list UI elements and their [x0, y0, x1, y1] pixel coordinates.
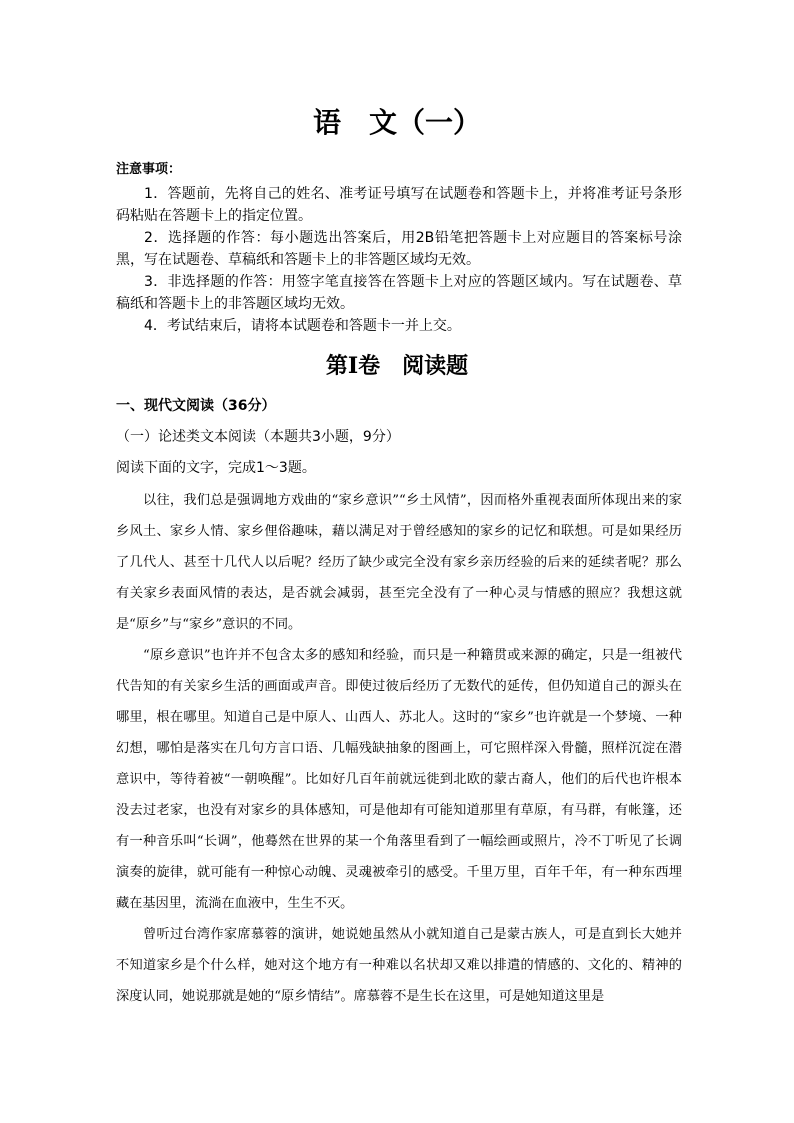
notice-heading: 注意事项：	[116, 162, 182, 177]
notice-item: 1．答题前，先将自己的姓名、准考证号填写在试题卷和答题卡上，并将准考证号条形码粘贴在答题卡上的指定位置。	[116, 186, 682, 224]
passage-paragraph: 曾听过台湾作家席慕蓉的演讲，她说她虽然从小就知道自己是蒙古族人，可是直到长大她并不知道家乡是个什么样，她对这个地方有一种难以名状却又难以排遣的情感的、文化的、精神的深度认同，她说那就是她的“原乡情结”。席慕蓉不是生长在这里，可是她知道这里是	[116, 927, 682, 1004]
exam-title: 语 文（一）	[312, 106, 481, 139]
part-heading: 一、现代文阅读（36分）	[116, 398, 276, 414]
notice-item: 4．考试结束后，请将本试题卷和答题卡一并上交。	[144, 318, 461, 334]
passage-paragraph: 以往，我们总是强调地方戏曲的“家乡意识”“乡土风情”，因而格外重视表面所体现出来的家乡风土、家乡人情、家乡俚俗趣味，藉以满足对于曾经感知的家乡的记忆和联想。可是如果经历了几代人、甚至十几代人以后呢？经历了缺少或完全没有家乡亲历经验的后来的延续者呢？那么有关家乡表面风情的表达，是否就会减弱，甚至完全没有了一种心灵与情感的照应？我想这就是“原乡”与“家乡”意识的不同。	[116, 493, 682, 632]
reading-passage	[116, 485, 682, 1012]
notice-item: 3．非选择题的作答：用签字笔直接答在答题卡上对应的答题区域内。写在试题卷、草稿纸和答题卡上的非答题区域均无效。	[116, 274, 682, 312]
sub-heading: （一）论述类文本阅读（本题共3小题，9分）	[116, 429, 400, 445]
section-heading: 第Ⅰ卷 阅读题	[325, 353, 469, 379]
reading-instruction: 阅读下面的文字，完成1～3题。	[116, 460, 316, 476]
notice-list	[116, 183, 682, 337]
notice-item: 2．选择题的作答：每小题选出答案后，用2B铅笔把答题卡上对应题目的答案标号涂黑，写在试题卷、草稿纸和答题卡上的非答题区域均无效。	[116, 230, 682, 268]
passage-paragraph: “原乡意识”也许并不包含太多的感知和经验，而只是一种籍贯或来源的确定，只是一组被代代告知的有关家乡生活的画面或声音。即使过彼后经历了无数代的延传，但仍知道自己的源头在哪里，根在哪里。知道自己是中原人、山西人、苏北人。这时的“家乡”也许就是一个梦境、一种幻想，哪怕是落实在几句方言口语、几幅残缺抽象的图画上，可它照样深入骨髓，照样沉淀在潜意识中，等待着被“一朝唤醒”。比如好几百年前就远徙到北欧的蒙古裔人，他们的后代也许根本没去过老家，也没有对家乡的具体感知，可是他却有可能知道那里有草原，有马群，有帐篷，还有一种音乐叫“长调”，他蓦然在世界的某一个角落里看到了一幅绘画或照片，冷不丁听见了长调演奏的旋律，就可能有一种惊心动魄、灵魂被牵引的感受。千里万里，百年千年，有一种东西埋藏在基因里，流淌在血液中，生生不灭。	[116, 648, 682, 911]
